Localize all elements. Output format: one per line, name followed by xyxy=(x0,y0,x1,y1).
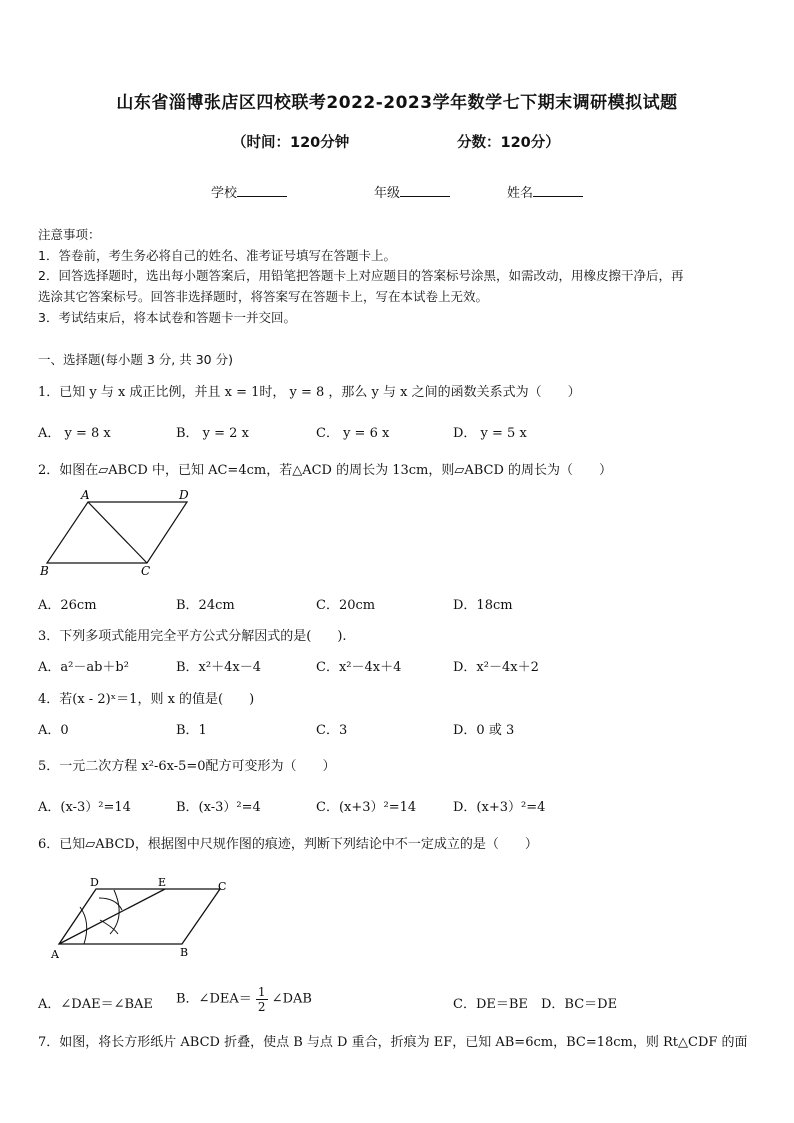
q4-option-a: A．0 xyxy=(38,723,69,738)
notice-item: 2．回答选择题时，选出每小题答案后，用铅笔把答题卡上对应题目的答案标号涂黑，如需改动，用橡皮擦干净后，再 xyxy=(38,268,684,283)
q3-option-c: C．x²－4x＋4 xyxy=(316,660,402,675)
q5-option-d: D．(x+3）²=4 xyxy=(453,800,546,815)
school-field: 学校 xyxy=(211,182,287,201)
parallelogram-figure xyxy=(36,486,206,580)
page-title: 山东省淄博张店区四校联考2022-2023学年数学七下期末调研模拟试题 xyxy=(116,93,678,113)
q5-option-c: C．(x+3）²=14 xyxy=(316,800,417,815)
q3-option-b: B．x²＋4x－4 xyxy=(176,660,261,675)
notice-item: 3．考试结束后，将本试卷和答题卡一并交回。 xyxy=(38,310,296,325)
fraction-half: $\frac{1}{2}$ xyxy=(257,985,266,1014)
q5-option-a: A．(x-3）²=14 xyxy=(38,800,131,815)
grade-field: 年级 xyxy=(374,182,450,201)
q4-option-c: C．3 xyxy=(316,723,348,738)
q1-option-a: A． y = 8 x xyxy=(38,426,111,441)
question-6-stem: 6．已知▱ABCD，根据图中尺规作图的痕迹，判断下列结论中不一定成立的是（ ） xyxy=(38,837,538,852)
q6-option-c: C．DE＝BE xyxy=(453,997,528,1012)
q2-option-c: C．20cm xyxy=(316,598,376,613)
section-heading: 一、选择题(每小题 3 分, 共 30 分) xyxy=(38,352,233,367)
q2-option-d: D．18cm xyxy=(453,598,513,613)
q1-option-d: D． y = 5 x xyxy=(453,426,527,441)
construction-figure xyxy=(44,872,244,964)
question-2-stem: 2．如图在▱ABCD 中，已知 AC=4cm，若△ACD 的周长为 13cm，则▱ABCD 的周长为（ ） xyxy=(38,463,613,478)
q1-option-c: C． y = 6 x xyxy=(316,426,390,441)
question-5-stem: 5．一元二次方程 x²-6x-5=0配方可变形为（ ） xyxy=(38,759,336,774)
question-1-stem: 1．已知 y 与 x 成正比例，并且 x = 1时， y = 8 ，那么 y 与 x 之间的函数关系式为（ ） xyxy=(38,385,581,400)
q1-option-b: B． y = 2 x xyxy=(176,426,249,441)
notice-item: 选涂其它答案标号。回答非选择题时，将答案写在答题卡上，写在本试卷上无效。 xyxy=(38,289,489,304)
notice-heading: 注意事项： xyxy=(38,227,101,242)
label-a: A xyxy=(51,948,59,961)
name-field: 姓名 xyxy=(507,182,583,201)
label-e: E xyxy=(158,876,167,889)
q3-option-a: A．a²－ab＋b² xyxy=(38,660,129,675)
q5-option-b: B．(x-3）²=4 xyxy=(176,800,261,815)
label-b: B xyxy=(40,564,49,578)
question-7-stem: 7．如图，将长方形纸片 ABCD 折叠，使点 B 与点 D 重合，折痕为 EF，已知 AB=6cm，BC=18cm，则 Rt△CDF 的面 xyxy=(38,1035,748,1050)
question-4-stem: 4．若(x - 2)ˣ＝1，则 x 的值是( ) xyxy=(38,692,255,707)
label-a: A xyxy=(81,488,90,502)
label-c: C xyxy=(218,880,227,893)
q4-option-d: D．0 或 3 xyxy=(453,723,515,738)
q2-option-b: B．24cm xyxy=(176,598,235,613)
q4-option-b: B．1 xyxy=(176,723,207,738)
label-b: B xyxy=(180,946,189,959)
label-c: C xyxy=(141,564,151,578)
label-d: D xyxy=(179,488,189,502)
q6-option-b: B．∠DEA＝ $\frac{1}{2}$ ∠DAB xyxy=(176,985,312,1014)
exam-score: 分数：120分） xyxy=(457,135,560,151)
q6-option-a: A．∠DAE＝∠BAE xyxy=(38,997,153,1012)
q2-option-a: A．26cm xyxy=(38,598,97,613)
exam-time: （时间：120分钟 xyxy=(232,135,350,151)
q6-option-d: D．BC＝DE xyxy=(541,997,618,1012)
q3-option-d: D．x²－4x＋2 xyxy=(453,660,539,675)
notice-item: 1．答卷前，考生务必将自己的姓名、准考证号填写在答题卡上。 xyxy=(38,248,396,263)
label-d: D xyxy=(90,876,99,889)
question-3-stem: 3．下列多项式能用完全平方公式分解因式的是( ). xyxy=(38,629,347,644)
